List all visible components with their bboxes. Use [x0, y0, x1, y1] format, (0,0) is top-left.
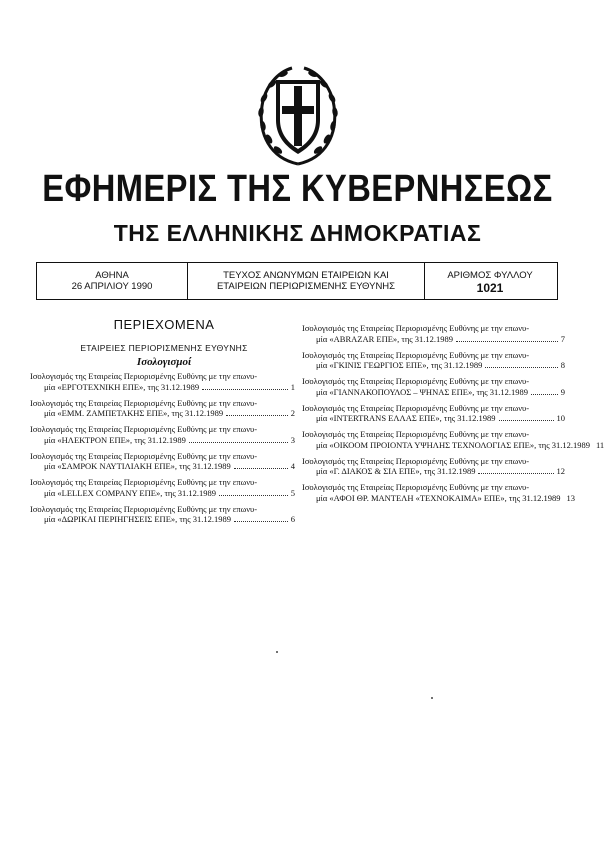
toc-entry-title: μία «ΗΛΕΚΤΡΟΝ ΕΠΕ», της 31.12.1989: [44, 434, 186, 445]
toc-entry-title: μία «ΓΚΙΝΙΣ ΓΕΩΡΓΙΟΣ ΕΠΕ», της 31.12.1989: [316, 360, 483, 370]
gazette-title: ΕΦΗΜΕΡΙΣ ΤΗΣ ΚΥΒΕΡΝΗΣΕΩΣ: [42, 168, 553, 210]
scan-speck: [431, 697, 433, 699]
subsection-heading: Ισολογισμοί: [136, 356, 192, 368]
dot-leader: [456, 335, 558, 342]
toc-entry-title: μία «ΟΙΚΟΟΜ ΠΡΟΙΟΝΤΑ ΥΨΗΛΗΣ ΤΕΧΝΟΛΟΓΙΑΣ ΕΠΕ», της 31.12.1989: [316, 439, 590, 450]
toc-entry-line-1: Ισολογισμός της Εταιρείας Περιορισμένης Ευθύνης με την επωνυ-: [302, 482, 530, 492]
place-date-cell: [37, 263, 187, 299]
dot-leader: [202, 383, 288, 390]
dot-leader: [234, 515, 288, 522]
toc-entry: [30, 398, 295, 419]
toc-entry-page: 5: [290, 487, 295, 498]
dot-leader: [531, 388, 558, 395]
toc-entry-title: μία «ΔΩΡΙΚΑΙ ΠΕΡΙΗΓΗΣΕΙΣ ΕΠΕ», της 31.12.1989: [44, 514, 231, 524]
toc-entry: [302, 456, 565, 477]
toc-entry-page: 10: [556, 413, 565, 423]
toc-entry-title: μία «ΕΡΓΟΤΕΧΝΙΚΗ ΕΠΕ», της 31.12.1989: [44, 381, 200, 392]
toc-entry-title: μία «ΕΜΜ. ΖΑΜΠΕΤΑΚΗΣ ΕΠΕ», της 31.12.1989: [44, 408, 224, 418]
series-line-1: ΤΕΥΧΟΣ ΑΝΩΝΥΜΩΝ ΕΤΑΙΡΕΙΩΝ ΚΑΙ: [223, 270, 389, 281]
issue-number: 1021: [476, 281, 504, 295]
section-heading: ΕΤΑΙΡΕΙΕΣ ΠΕΡΙΟΡΙΣΜΕΝΗΣ ΕΥΘΥΝΗΣ: [80, 343, 248, 353]
issue-date: 26 ΑΠΡΙΛΙΟΥ 1990: [71, 281, 153, 292]
toc-entry-title: μία «INTERTRANS ΕΛΛΑΣ ΕΠΕ», της 31.12.1989: [316, 413, 496, 423]
issue-label: ΑΡΙΘΜΟΣ ΦΥΛΛΟΥ: [447, 270, 533, 281]
toc-entry: [302, 350, 565, 371]
toc-entry-line-1: Ισολογισμός της Εταιρείας Περιορισμένης Ευθύνης με την επωνυ-: [302, 376, 530, 386]
toc-entry-page: 6: [290, 514, 295, 524]
issue-number-cell: [423, 263, 557, 299]
greek-coat-of-arms-icon: [252, 62, 344, 170]
toc-entry-line-1: Ισολογισμός της Εταιρείας Περιορισμένης Ευθύνης με την επωνυ-: [30, 371, 258, 381]
contents-column-left: [30, 371, 295, 530]
toc-entry-line-1: Ισολογισμός της Εταιρείας Περιορισμένης Ευθύνης με την επωνυ-: [30, 477, 258, 487]
toc-entry-page: 2: [290, 408, 295, 418]
toc-entry: [302, 403, 565, 424]
toc-entry: [30, 477, 295, 498]
dot-leader: [478, 467, 553, 474]
toc-entry-line-1: Ισολογισμός της Εταιρείας Περιορισμένης Ευθύνης με την επωνυ-: [30, 424, 258, 434]
toc-entry-title: μία «ΣΑΜΡΟΚ ΝΑΥΤΙΛΙΑΚΗ ΕΠΕ», της 31.12.1989: [44, 461, 231, 471]
issue-info-bar: [36, 262, 558, 300]
toc-entry-page: 4: [290, 461, 295, 471]
toc-entry: [302, 482, 575, 503]
dot-leader: [499, 414, 554, 421]
toc-entry-page: 11: [595, 439, 604, 450]
scan-speck: [276, 651, 278, 653]
toc-entry-line-1: Ισολογισμός της Εταιρείας Περιορισμένης Ευθύνης με την επωνυ-: [302, 402, 530, 413]
toc-entry-line-1: Ισολογισμός της Εταιρείας Περιορισμένης Ευθύνης με την επωνυ-: [302, 323, 530, 333]
toc-entry-page: 9: [560, 386, 565, 397]
dot-leader: [226, 409, 288, 416]
contents-column-right: [302, 323, 604, 509]
city: ΑΘΗΝΑ: [95, 270, 129, 281]
toc-entry-title: μία «ABRAZAR ΕΠΕ», της 31.12.1989: [316, 333, 454, 344]
series-line-2: ΕΤΑΙΡΕΙΩΝ ΠΕΡΙΩΡΙΣΜΕΝΗΣ ΕΥΘΥΝΗΣ: [216, 281, 396, 292]
gazette-subtitle: ΤΗΣ ΕΛΛΗΝΙΚΗΣ ΔΗΜΟΚΡΑΤΙΑΣ: [113, 220, 482, 246]
toc-entry: [30, 451, 295, 472]
toc-entry: [30, 371, 295, 392]
toc-entry-line-1: Ισολογισμός της Εταιρείας Περιορισμένης Ευθύνης με την επωνυ-: [302, 455, 530, 466]
toc-entry-line-1: Ισολογισμός της Εταιρείας Περιορισμένης Ευθύνης με την επωνυ-: [302, 429, 530, 439]
series-cell: [187, 263, 425, 299]
dot-leader: [219, 489, 288, 496]
toc-entry-page: 8: [560, 360, 565, 370]
toc-entry-title: μία «ΓΙΑΝΝΑΚΟΠΟΥΛΟΣ – ΨΗΝΑΣ ΕΠΕ», της 31.12.1989: [316, 386, 529, 397]
contents-heading: ΠΕΡΙΕΧΟΜΕΝΑ: [113, 317, 215, 332]
toc-entry-title: μία «LELLEX COMPANY ΕΠΕ», της 31.12.1989: [44, 487, 217, 498]
toc-entry: [30, 504, 295, 525]
toc-entry-line-1: Ισολογισμός της Εταιρείας Περιορισμένης Ευθύνης με την επωνυ-: [30, 397, 258, 408]
dot-leader: [485, 361, 557, 368]
dot-leader: [189, 436, 288, 443]
toc-entry: [30, 424, 295, 445]
toc-entry-title: μία «ΑΦΟΙ ΘΡ. ΜΑΝΤΕΛΗ «ΤΕΧΝΟΚΑΙΜΑ» ΕΠΕ», της 31.12.1989: [316, 492, 561, 503]
toc-entry-page: 12: [556, 466, 565, 476]
toc-entry-page: 1: [290, 381, 295, 392]
toc-entry: [302, 376, 565, 397]
toc-entry-line-1: Ισολογισμός της Εταιρείας Περιορισμένης Ευθύνης με την επωνυ-: [302, 349, 530, 360]
toc-entry-page: 13: [566, 492, 575, 503]
toc-entry-page: 3: [290, 434, 295, 445]
toc-entry-page: 7: [560, 333, 565, 344]
toc-entry-line-1: Ισολογισμός της Εταιρείας Περιορισμένης Ευθύνης με την επωνυ-: [30, 503, 258, 514]
toc-entry-title: μία «Γ. ΔΙΑΚΟΣ & ΣΙΑ ΕΠΕ», της 31.12.1989: [316, 466, 476, 476]
dot-leader: [234, 462, 288, 469]
toc-entry: [302, 429, 604, 450]
toc-entry: [302, 323, 565, 344]
toc-entry-line-1: Ισολογισμός της Εταιρείας Περιορισμένης Ευθύνης με την επωνυ-: [30, 450, 258, 461]
